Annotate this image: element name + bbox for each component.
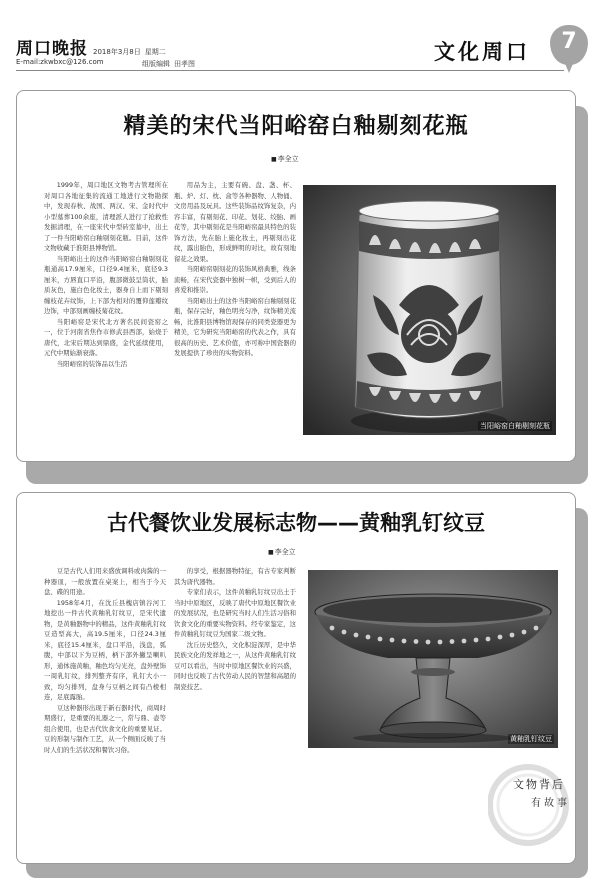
- date-text: 2018年3月8日: [93, 48, 141, 56]
- article1-headline: 精美的宋代当阳峪窑白釉剔刻花瓶: [123, 114, 469, 139]
- paragraph: 1958年4月，在沈丘县槐店镇谷河工地挖出一件古代黄釉乳钉纹豆，是宋代遗物，是黄釉器物中的精品，这件黄釉乳钉纹豆造型高大，高19.5厘米，口径24.3厘米，底径15.4厘米，盘口平沿，浅盘，弧腹，中部以下为豆柄，柄下部外撇呈喇叭形，通体施黄釉，釉色均匀光亮，盘外壁饰一周乳钉纹，排列整齐有序，乳钉大小一致，均匀排列，盘身与豆柄之间有凸棱相连，足底露胎。: [44, 598, 166, 701]
- editor-name: 田孝图: [174, 60, 195, 68]
- page-number: 7: [561, 29, 577, 54]
- paragraph: 当阳峪出土的这件当阳峪窑白釉剔刻花瓶，保存完好，釉色明亮匀净，纹饰精美流畅，比淮阳县博物馆现保存的同类瓷器更为精美，它为研究当阳峪窑的代表之作，具有很高的历史、艺术价值，亦可称中国瓷器的发展提供了珍贵的实物资料。: [174, 296, 296, 357]
- article1-byline: ■ 李全立: [271, 154, 299, 164]
- paragraph: 用品为主，主要有碗、盘、盏、杯、瓶、炉、灯、枕、盒等各种器物、人物俑、文房用品及玩具。这些装饰品纹饰复杂，内容丰富，有剔刻花、印花、划花、绞胎、画花等，其中剔刻花是当阳峪窑最具特色的装饰方法，先在胎上施化妆土，再剔刻出花纹，露出胎色，形成鲜明的对比，故有刻地留花之效果。: [174, 181, 296, 263]
- page-number-badge: [550, 25, 588, 65]
- header-divider: [16, 70, 564, 71]
- paragraph: 的享受，根据器物特征，有古专家判断其为唐代器物。: [174, 567, 296, 586]
- editor-credit: [142, 59, 199, 69]
- paragraph: 当阳峪窑是宋代北方著名民间瓷窑之一，位于河南省焦作市修武县西部，始烧于唐代，北宋后期达到鼎盛，金代延续使用，元代中期始渐衰落。: [44, 317, 168, 357]
- paragraph: 沈丘历史悠久，文化积淀深厚，是中华民族文化的发祥地之一，从这件黄釉乳钉纹豆可以看出，当时中原地区餐饮业的兴盛，同时也反映了古代劳动人民的智慧和高超的制瓷技艺。: [174, 640, 296, 691]
- issue-date: [93, 47, 170, 57]
- article2-photo-dou: [308, 570, 558, 748]
- paragraph: 豆是古代人们用来盛放调料或肉酱的一种器皿，一般放置在桌案上，相当于今天盘、碟的用途。: [44, 567, 166, 596]
- paragraph: 当阳峪出土的这件当阳峪窑白釉剔刻花瓶通高17.9厘米，口径9.4厘米，底径9.3厘米，方唇直口平沿，腹部微鼓呈筒状，胎质灰色，施白色化妆土，器身自上而下剔刻缠枝花卉纹饰，上下部为相对的覆仰莲瓣纹边饰，中部刻画缠枝菊花纹。: [44, 254, 168, 315]
- article2-photo-caption: 黄釉乳钉纹豆: [510, 735, 552, 743]
- section-title: 文化周口: [434, 40, 530, 64]
- paragraph: 当阳峪窑剔刻花的装饰风格典雅，线条流畅，在宋代瓷器中独树一帜，受到后人的喜爱和推崇。: [174, 265, 296, 294]
- article1-column-2: [174, 180, 296, 452]
- article1-column-1: [44, 180, 168, 452]
- dou-image: [308, 570, 558, 748]
- seal-line-2: 有故事: [531, 798, 570, 809]
- weekday-text: 星期二: [144, 48, 166, 56]
- paragraph: 豆这种器形出现于新石器时代，商周时期盛行，是重要的礼器之一，常与鼎、壶等组合使用，也是古代饮食文化的重要见证。豆的形制与制作工艺，从一个侧面反映了当时人们的生活状况和餐饮习俗。: [44, 703, 166, 754]
- paragraph: 专家们表示，这件黄釉乳钉纹豆出土于当时中原地区，反映了唐代中原地区餐饮业的发展状况，也是研究当时人们生活习俗和饮食文化的重要实物资料。经专家鉴定，这件黄釉乳钉纹豆为国家二级文物。: [174, 588, 296, 638]
- paragraph: 当阳峪窑的装饰品以生活: [56, 359, 128, 368]
- article1-photo-caption: 当阳峪窑白釉剔刻花瓶: [480, 422, 550, 430]
- article2-column-2: [174, 566, 296, 852]
- article2-byline: ■ 李全立: [268, 547, 296, 557]
- article1-photo-vase: [303, 185, 556, 435]
- masthead: 周口晚报: [16, 39, 88, 59]
- vase-image: [303, 185, 556, 435]
- email-address: E-mail:zkwbxc@126.com: [16, 58, 104, 66]
- seal-line-1: 文物背后: [513, 778, 565, 791]
- editor-label: 组版编辑: [142, 60, 170, 68]
- paragraph: 1999年，周口地区文物考古管理所在对周口各地征集的流通工地进行文物勘探中，发现春秋、战国、两汉、宋、金时代中小型墓葬100余座，清理派人进行了抢救性发掘清理，在一座宋代中型砖室墓中，出土了一件当阳峪窑白釉剔刻花瓶。目前，这件文物收藏于淮阳县博物馆。: [44, 181, 168, 252]
- article2-column-1: [44, 566, 166, 852]
- article2-headline: 古代餐饮业发展标志物——黄釉乳钉纹豆: [107, 511, 485, 535]
- page-header: [0, 0, 600, 82]
